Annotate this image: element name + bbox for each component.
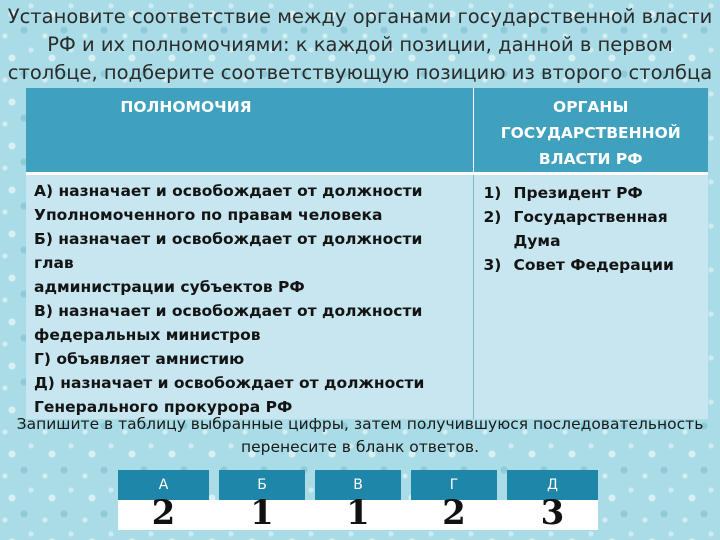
- organ-number: 2): [483, 208, 502, 226]
- powers-list: [26, 174, 473, 420]
- answer-label: Г: [406, 470, 502, 500]
- powers-header-label: ПОЛНОМОЧИЯ: [120, 98, 252, 116]
- organ-item: [484, 181, 703, 205]
- organs-header-line: ОРГАНЫ: [553, 98, 629, 116]
- power-text: А) назначает и освобождает от должности: [34, 182, 423, 200]
- power-text: Д) назначает и освобождает от должности: [34, 374, 425, 392]
- instruction: [2, 413, 718, 459]
- answer-label: В: [310, 470, 406, 500]
- answer-cell[interactable]: [214, 493, 310, 533]
- title-line: Установите соответствие между органами государственной власти: [7, 5, 713, 28]
- instruction-line: Запишите в таблицу выбранные цифры, затем получившуюся последовательность: [16, 415, 704, 433]
- organ-name: Дума: [513, 232, 561, 250]
- organ-name: Президент РФ: [513, 184, 643, 202]
- organ-item: [484, 205, 703, 253]
- organs-header: [473, 88, 708, 174]
- matching-table: [26, 88, 708, 419]
- answer-value: 2: [151, 493, 176, 533]
- answer-cell[interactable]: [118, 493, 214, 533]
- answer-cell[interactable]: [310, 493, 406, 533]
- answer-label: Б: [214, 470, 310, 500]
- power-text: Генерального прокурора РФ: [34, 398, 293, 416]
- organ-name: Государственная: [513, 208, 668, 226]
- organ-number: 3): [483, 256, 502, 274]
- answer-cell[interactable]: [406, 493, 502, 533]
- answer-value: 2: [442, 493, 466, 533]
- title-line: столбце, подберите соответствующую позицию из второго столбца: [7, 61, 713, 84]
- powers-header: [26, 88, 473, 174]
- title-line: РФ и их полномочиями: к каждой позиции, данной в первом: [47, 33, 673, 56]
- answer-table: [118, 470, 598, 533]
- task-title: [4, 3, 716, 87]
- organ-item: [484, 253, 703, 277]
- power-text: Г) объявляет амнистию: [34, 350, 245, 368]
- power-text: Б) назначает и освобождает от должности глав: [34, 230, 423, 272]
- answer-label: А: [118, 470, 214, 500]
- organ-number: 1): [483, 184, 502, 202]
- organs-header-line: ВЛАСТИ РФ: [538, 150, 643, 168]
- instruction-line: перенесите в бланк ответов.: [240, 438, 479, 456]
- answer-value: 3: [540, 493, 565, 533]
- organs-list: [473, 174, 708, 420]
- power-text: В) назначает и освобождает от должности: [34, 302, 423, 320]
- power-text: администрации субъектов РФ: [34, 278, 305, 296]
- organs-header-line: ГОСУДАРСТВЕННОЙ: [500, 124, 681, 142]
- answer-label: Д: [502, 470, 598, 500]
- answer-cell[interactable]: [502, 493, 598, 533]
- power-text: Уполномоченного по правам человека: [34, 206, 383, 224]
- answer-value: 1: [346, 493, 370, 533]
- answer-value: 1: [250, 493, 274, 533]
- power-text: федеральных министров: [34, 326, 261, 344]
- organ-name: Совет Федерации: [513, 256, 674, 274]
